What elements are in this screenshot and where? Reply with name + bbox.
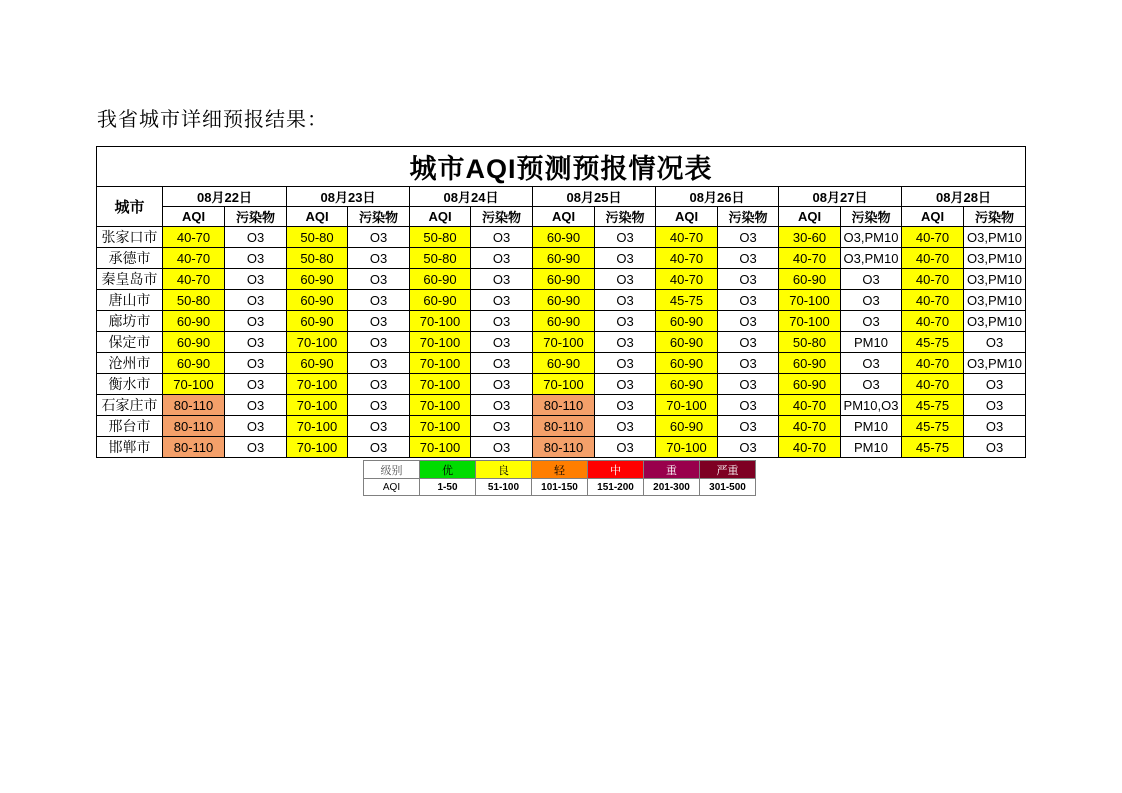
aqi-range-cell: 40-70	[902, 311, 964, 332]
pollutant-cell: O3,PM10	[841, 248, 902, 269]
table-row	[97, 437, 1026, 458]
legend-level-name: 优	[420, 461, 476, 479]
pollutant-cell: O3	[471, 416, 533, 437]
pollutant-cell: O3	[348, 437, 410, 458]
aqi-range-cell: 60-90	[163, 311, 225, 332]
date-header: 08月23日	[287, 187, 410, 207]
pollutant-cell: O3	[964, 437, 1026, 458]
aqi-range-cell: 40-70	[656, 269, 718, 290]
aqi-range-cell: 60-90	[779, 374, 841, 395]
aqi-range-cell: 50-80	[779, 332, 841, 353]
city-name: 唐山市	[97, 290, 163, 311]
pollutant-cell: O3	[471, 437, 533, 458]
aqi-range-cell: 60-90	[410, 290, 471, 311]
aqi-range-cell: 70-100	[410, 311, 471, 332]
pollutant-cell: O3	[348, 416, 410, 437]
aqi-range-cell: 80-110	[163, 395, 225, 416]
aqi-range-cell: 70-100	[533, 374, 595, 395]
pollutant-cell: O3	[225, 227, 287, 248]
pollutant-cell: O3	[841, 269, 902, 290]
aqi-range-cell: 70-100	[410, 395, 471, 416]
aqi-range-cell: 70-100	[287, 395, 348, 416]
pollutant-cell: O3	[595, 353, 656, 374]
aqi-range-cell: 70-100	[410, 437, 471, 458]
aqi-range-cell: 60-90	[287, 311, 348, 332]
aqi-range-cell: 70-100	[410, 374, 471, 395]
aqi-range-cell: 40-70	[656, 227, 718, 248]
aqi-range-cell: 70-100	[410, 353, 471, 374]
aqi-subheader: AQI	[656, 207, 718, 227]
pollutant-cell: O3	[471, 332, 533, 353]
pollutant-cell: O3	[225, 374, 287, 395]
aqi-range-cell: 60-90	[533, 269, 595, 290]
pollutant-subheader: 污染物	[595, 207, 656, 227]
aqi-range-cell: 60-90	[287, 290, 348, 311]
table-row	[97, 353, 1026, 374]
pollutant-cell: O3	[348, 374, 410, 395]
aqi-range-cell: 45-75	[902, 437, 964, 458]
pollutant-cell: O3	[471, 227, 533, 248]
aqi-range-cell: 40-70	[779, 416, 841, 437]
pollutant-cell: O3	[348, 311, 410, 332]
pollutant-cell: O3	[471, 395, 533, 416]
pollutant-cell: O3	[595, 269, 656, 290]
pollutant-cell: O3	[841, 311, 902, 332]
date-header: 08月27日	[779, 187, 902, 207]
aqi-range-cell: 60-90	[779, 269, 841, 290]
city-name: 张家口市	[97, 227, 163, 248]
pollutant-cell: O3	[718, 395, 779, 416]
city-name: 廊坊市	[97, 311, 163, 332]
city-name: 衡水市	[97, 374, 163, 395]
pollutant-cell: O3,PM10	[964, 269, 1026, 290]
pollutant-cell: O3	[718, 416, 779, 437]
aqi-range-cell: 50-80	[287, 227, 348, 248]
pollutant-cell: O3	[348, 395, 410, 416]
pollutant-cell: O3	[348, 332, 410, 353]
pollutant-cell: O3	[471, 311, 533, 332]
pollutant-cell: O3	[471, 374, 533, 395]
aqi-range-cell: 50-80	[287, 248, 348, 269]
table-title: 城市AQI预测预报情况表	[97, 147, 1026, 187]
legend-level-name: 严重	[700, 461, 756, 479]
pollutant-cell: O3	[225, 248, 287, 269]
aqi-range-cell: 70-100	[779, 290, 841, 311]
aqi-range-cell: 80-110	[163, 437, 225, 458]
aqi-range-cell: 50-80	[410, 227, 471, 248]
intro-text: 我省城市详细预报结果：	[97, 107, 328, 131]
aqi-range-cell: 60-90	[656, 416, 718, 437]
aqi-range-cell: 70-100	[410, 332, 471, 353]
city-name: 秦皇岛市	[97, 269, 163, 290]
date-header: 08月24日	[410, 187, 533, 207]
aqi-range-cell: 60-90	[533, 311, 595, 332]
pollutant-cell: O3	[595, 332, 656, 353]
pollutant-cell: O3	[595, 437, 656, 458]
pollutant-cell: O3,PM10	[964, 227, 1026, 248]
legend-level-range: 1-50	[420, 479, 476, 496]
pollutant-cell: O3	[718, 227, 779, 248]
aqi-range-cell: 60-90	[163, 353, 225, 374]
aqi-range-cell: 80-110	[533, 437, 595, 458]
city-name: 石家庄市	[97, 395, 163, 416]
aqi-subheader: AQI	[163, 207, 225, 227]
aqi-range-cell: 40-70	[902, 269, 964, 290]
pollutant-subheader: 污染物	[841, 207, 902, 227]
legend-level-label: 级别	[364, 461, 420, 479]
pollutant-cell: O3	[841, 374, 902, 395]
pollutant-cell: O3,PM10	[841, 227, 902, 248]
pollutant-cell: O3,PM10	[964, 290, 1026, 311]
aqi-subheader: AQI	[533, 207, 595, 227]
aqi-range-cell: 60-90	[779, 353, 841, 374]
pollutant-cell: O3	[595, 416, 656, 437]
pollutant-cell: O3	[225, 437, 287, 458]
pollutant-cell: O3	[348, 227, 410, 248]
pollutant-cell: PM10	[841, 332, 902, 353]
aqi-range-cell: 50-80	[410, 248, 471, 269]
table-row	[97, 311, 1026, 332]
aqi-range-cell: 70-100	[163, 374, 225, 395]
pollutant-cell: O3	[225, 290, 287, 311]
aqi-subheader: AQI	[902, 207, 964, 227]
pollutant-cell: O3	[718, 437, 779, 458]
aqi-range-cell: 80-110	[533, 416, 595, 437]
pollutant-cell: O3	[964, 416, 1026, 437]
city-column-header: 城市	[97, 187, 163, 227]
pollutant-cell: O3	[718, 374, 779, 395]
aqi-range-cell: 60-90	[533, 353, 595, 374]
aqi-range-cell: 60-90	[656, 332, 718, 353]
aqi-range-cell: 40-70	[163, 269, 225, 290]
pollutant-cell: O3	[595, 311, 656, 332]
legend-level-name: 轻	[532, 461, 588, 479]
pollutant-cell: O3	[471, 290, 533, 311]
aqi-range-cell: 60-90	[287, 269, 348, 290]
table-row	[97, 227, 1026, 248]
pollutant-cell: O3	[471, 269, 533, 290]
pollutant-cell: O3	[595, 290, 656, 311]
aqi-range-cell: 80-110	[163, 416, 225, 437]
pollutant-cell: O3,PM10	[964, 248, 1026, 269]
table-row	[97, 269, 1026, 290]
legend-level-range: 201-300	[644, 479, 700, 496]
table-row	[97, 416, 1026, 437]
aqi-range-cell: 40-70	[902, 248, 964, 269]
aqi-range-cell: 40-70	[902, 353, 964, 374]
aqi-range-cell: 60-90	[656, 311, 718, 332]
city-name: 保定市	[97, 332, 163, 353]
aqi-range-cell: 60-90	[656, 374, 718, 395]
date-header: 08月26日	[656, 187, 779, 207]
aqi-range-cell: 45-75	[902, 395, 964, 416]
aqi-range-cell: 70-100	[533, 332, 595, 353]
pollutant-subheader: 污染物	[225, 207, 287, 227]
table-row	[97, 248, 1026, 269]
legend-aqi-label: AQI	[364, 479, 420, 496]
aqi-range-cell: 40-70	[779, 395, 841, 416]
pollutant-cell: O3	[964, 374, 1026, 395]
aqi-range-cell: 40-70	[163, 227, 225, 248]
aqi-range-cell: 70-100	[287, 374, 348, 395]
date-header: 08月25日	[533, 187, 656, 207]
pollutant-cell: O3,PM10	[964, 311, 1026, 332]
aqi-subheader: AQI	[287, 207, 348, 227]
aqi-range-cell: 70-100	[779, 311, 841, 332]
pollutant-cell: O3	[471, 248, 533, 269]
aqi-subheader: AQI	[779, 207, 841, 227]
pollutant-cell: O3	[348, 269, 410, 290]
aqi-range-cell: 70-100	[410, 416, 471, 437]
aqi-range-cell: 70-100	[287, 416, 348, 437]
pollutant-cell: O3,PM10	[964, 353, 1026, 374]
legend-level-range: 101-150	[532, 479, 588, 496]
table-row	[97, 290, 1026, 311]
pollutant-cell: O3	[718, 311, 779, 332]
aqi-range-cell: 70-100	[656, 395, 718, 416]
pollutant-cell: O3	[225, 395, 287, 416]
pollutant-cell: O3	[595, 248, 656, 269]
aqi-range-cell: 45-75	[656, 290, 718, 311]
aqi-range-cell: 70-100	[656, 437, 718, 458]
aqi-range-cell: 60-90	[533, 227, 595, 248]
aqi-range-cell: 60-90	[410, 269, 471, 290]
pollutant-cell: PM10	[841, 416, 902, 437]
pollutant-subheader: 污染物	[471, 207, 533, 227]
legend-level-range: 151-200	[588, 479, 644, 496]
aqi-range-cell: 40-70	[902, 290, 964, 311]
city-name: 邯郸市	[97, 437, 163, 458]
aqi-subheader: AQI	[410, 207, 471, 227]
date-header: 08月28日	[902, 187, 1026, 207]
pollutant-cell: O3	[841, 353, 902, 374]
pollutant-cell: O3	[225, 416, 287, 437]
legend-level-range: 51-100	[476, 479, 532, 496]
pollutant-cell: O3	[348, 248, 410, 269]
legend-level-name: 中	[588, 461, 644, 479]
pollutant-cell: O3	[595, 227, 656, 248]
pollutant-cell: O3	[225, 332, 287, 353]
aqi-range-cell: 70-100	[287, 332, 348, 353]
table-row	[97, 395, 1026, 416]
pollutant-cell: O3	[225, 311, 287, 332]
pollutant-cell: O3	[718, 248, 779, 269]
pollutant-cell: O3	[718, 332, 779, 353]
aqi-level-legend	[363, 460, 756, 496]
legend-level-name: 良	[476, 461, 532, 479]
pollutant-cell: O3	[595, 395, 656, 416]
aqi-range-cell: 60-90	[163, 332, 225, 353]
aqi-range-cell: 40-70	[656, 248, 718, 269]
pollutant-cell: O3	[471, 353, 533, 374]
pollutant-cell: O3	[225, 269, 287, 290]
aqi-range-cell: 40-70	[779, 248, 841, 269]
aqi-range-cell: 60-90	[533, 248, 595, 269]
city-name: 承德市	[97, 248, 163, 269]
aqi-range-cell: 70-100	[287, 437, 348, 458]
pollutant-cell: PM10	[841, 437, 902, 458]
pollutant-cell: O3	[718, 269, 779, 290]
table-row	[97, 332, 1026, 353]
pollutant-subheader: 污染物	[718, 207, 779, 227]
aqi-range-cell: 45-75	[902, 416, 964, 437]
pollutant-cell: O3	[718, 353, 779, 374]
legend-level-range: 301-500	[700, 479, 756, 496]
pollutant-cell: O3	[964, 395, 1026, 416]
aqi-range-cell: 60-90	[656, 353, 718, 374]
aqi-range-cell: 30-60	[779, 227, 841, 248]
pollutant-cell: O3	[225, 353, 287, 374]
pollutant-subheader: 污染物	[964, 207, 1026, 227]
aqi-range-cell: 40-70	[902, 227, 964, 248]
city-name: 邢台市	[97, 416, 163, 437]
city-name: 沧州市	[97, 353, 163, 374]
pollutant-cell: O3	[348, 353, 410, 374]
date-header: 08月22日	[163, 187, 287, 207]
pollutant-cell: O3	[718, 290, 779, 311]
pollutant-cell: O3	[595, 374, 656, 395]
pollutant-cell: O3	[348, 290, 410, 311]
pollutant-cell: O3	[964, 332, 1026, 353]
aqi-range-cell: 50-80	[163, 290, 225, 311]
legend-level-name: 重	[644, 461, 700, 479]
table-row	[97, 374, 1026, 395]
aqi-range-cell: 40-70	[902, 374, 964, 395]
aqi-range-cell: 60-90	[287, 353, 348, 374]
aqi-range-cell: 40-70	[779, 437, 841, 458]
pollutant-cell: O3	[841, 290, 902, 311]
aqi-range-cell: 80-110	[533, 395, 595, 416]
pollutant-cell: PM10,O3	[841, 395, 902, 416]
aqi-range-cell: 40-70	[163, 248, 225, 269]
pollutant-subheader: 污染物	[348, 207, 410, 227]
aqi-range-cell: 45-75	[902, 332, 964, 353]
aqi-forecast-table	[96, 146, 1026, 458]
aqi-range-cell: 60-90	[533, 290, 595, 311]
